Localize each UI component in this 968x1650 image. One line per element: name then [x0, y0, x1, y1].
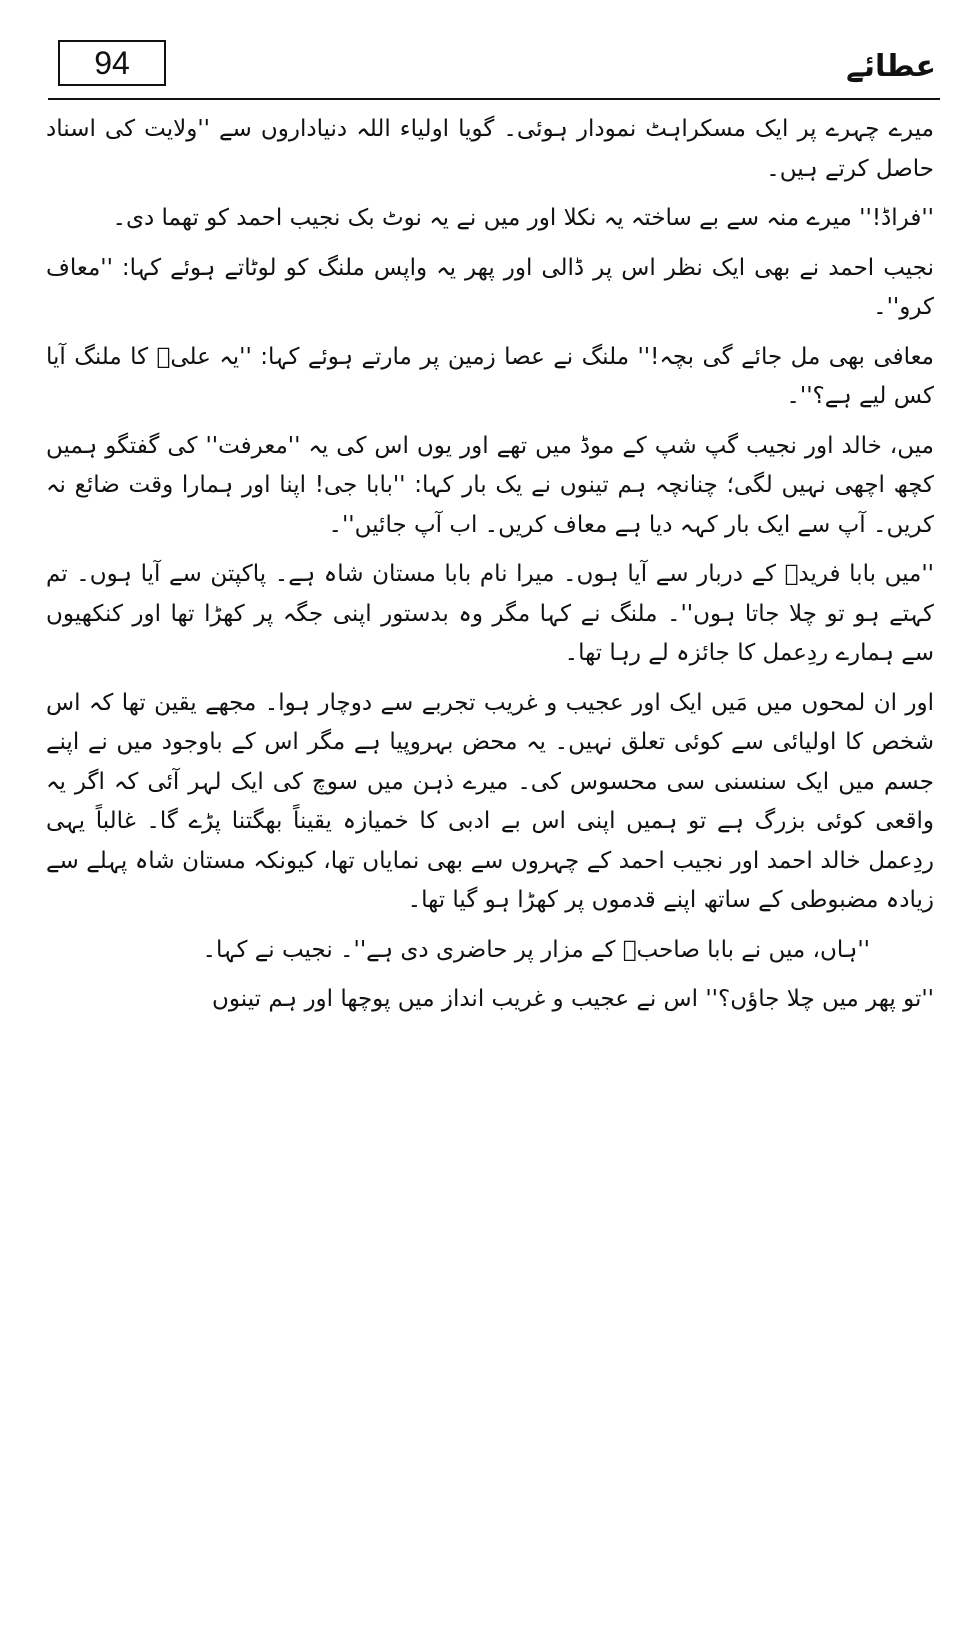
- body-text: [46, 110, 934, 1030]
- paragraph: میں، خالد اور نجیب گپ شپ کے موڈ میں تھے اور یوں اس کی یہ ''معرفت'' کی گفتگو ہمیں کچھ اچھی نہیں لگی؛ چنانچہ ہم تینوں نے یک بار کہا: ''بابا جی! اپنا اور ہمارا وقت ضائع نہ کریں۔ آپ سے ایک بار کہہ دیا ہے معاف کریں۔ اب آپ جائیں''۔: [46, 432, 934, 538]
- paragraph: ''ہاں، میں نے بابا صاحبؒ کے مزار پر حاضری دی ہے''۔ نجیب نے کہا۔: [202, 936, 870, 963]
- paragraph: اور ان لمحوں میں مَیں ایک اور عجیب و غریب تجربے سے دوچار ہوا۔ مجھے یقین تھا کہ اس شخص کا اولیائی سے کوئی تعلق نہیں۔ یہ محض بہروپیا ہے مگر اس کے باوجود میں نے اپنے جسم میں ایک سنسنی سی محسوس کی۔ میرے ذہن میں سوچ کی ایک لہر آئی کہ اگر یہ واقعی کوئی بزرگ ہے تو ہمیں اپنی اس بے ادبی کا خمیازہ یقیناً بھگتنا پڑے گا۔ غالباً یہی ردِعمل خالد احمد اور نجیب احمد کے چہروں سے بھی نمایاں تھا، کیونکہ مستان شاہ پہلے سے زیادہ مضبوطی کے ساتھ اپنے قدموں پر کھڑا ہو گیا تھا۔: [46, 689, 934, 913]
- paragraph: میرے چہرے پر ایک مسکراہٹ نمودار ہوئی۔ گویا اولیاء اللہ دنیاداروں سے ''ولایت کی اسناد حاصل کرتے ہیں۔: [46, 116, 934, 182]
- paragraph: ''میں بابا فریدؒ کے دربار سے آیا ہوں۔ میرا نام بابا مستان شاہ ہے۔ پاکپتن سے آیا ہوں۔ تم کہتے ہو تو چلا جاتا ہوں''۔ ملنگ نے کہا مگر وہ بدستور اپنی جگہ پر کھڑا تھا اور کنکھیوں سے ہمارے ردِعمل کا جائزہ لے رہا تھا۔: [46, 561, 934, 666]
- paragraph: نجیب احمد نے بھی ایک نظر اس پر ڈالی اور پھر یہ واپس ملنگ کو لوٹاتے ہوئے کہا: ''معاف کرو''۔: [46, 254, 934, 320]
- page-number: 94: [58, 40, 166, 86]
- paragraph: ''فراڈ!'' میرے منہ سے بے ساختہ یہ نکلا اور میں نے یہ نوٹ بک نجیب احمد کو تھما دی۔: [112, 205, 934, 231]
- header-divider: [48, 98, 940, 100]
- paragraph: معافی بھی مل جائے گی بچہ!'' ملنگ نے عصا زمین پر مارتے ہوئے کہا: ''یہ علیؓ کا ملنگ آیا کس لیے ہے؟''۔: [46, 343, 934, 409]
- paragraph: ''تو پھر میں چلا جاؤں؟'' اس نے عجیب و غریب انداز میں پوچھا اور ہم تینوں: [211, 986, 934, 1012]
- running-title: عطائے: [846, 49, 936, 84]
